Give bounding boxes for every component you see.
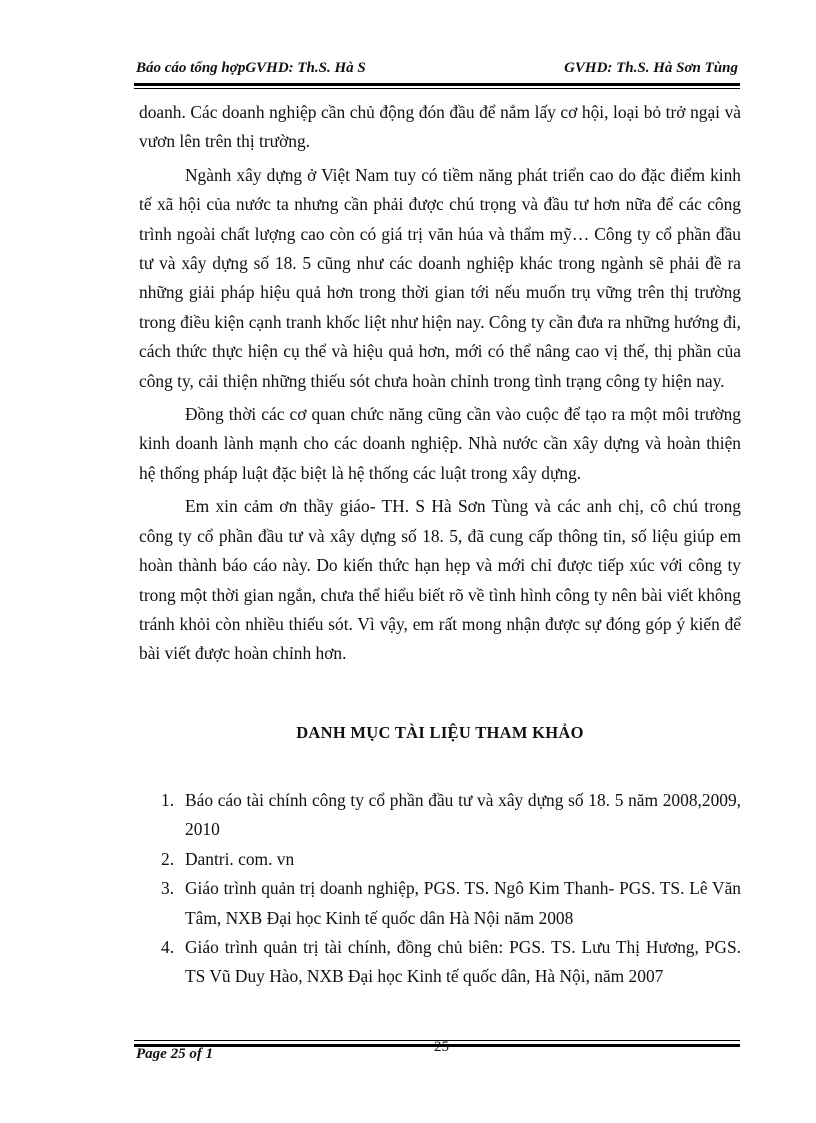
reference-number: 4. (161, 937, 175, 958)
reference-item (139, 845, 741, 874)
reference-item (139, 933, 741, 992)
reference-text: Giáo trình quản trị tài chính, đồng chủ biên: PGS. TS. Lưu Thị Hương, PGS. TS Vũ Duy Hào, NXB Đại học Kinh tế quốc dân, Hà Nội, năm 2007 (185, 937, 741, 987)
paragraph: Ngành xây dựng ở Việt Nam tuy có tiềm năng phát triển cao do đặc điểm kinh tế xã hội của nước ta nhưng cần phải được chú trọng và đầu tư hơn nữa để các công trình ngoài chất lượng cao còn có giá trị văn húa và thẩm mỹ… Công ty cổ phần đầu tư và xây dựng số 18. 5 cũng như các doanh nghiệp khác trong ngành sẽ phải đề ra những giải pháp hiệu quả hơn trong thời gian tới nếu muốn trụ vững trên thị trường trong điều kiện cạnh tranh khốc liệt như hiện nay. Công ty cần đưa ra những hướng đi, cách thức thực hiện cụ thể và hiệu quả hơn, mới có thể nâng cao vị thế, thị phần của công ty, cải thiện những thiếu sót chưa hoàn chỉnh trong tình trạng công ty hiện nay. (139, 164, 741, 391)
header-left-text: Báo cáo tổng hợpGVHD: Th.S. Hà S (136, 60, 366, 76)
header-rule-thin (134, 88, 740, 89)
reference-number: 3. (161, 878, 175, 899)
header-rule-thick (134, 83, 740, 86)
body-text (139, 98, 741, 673)
paragraph: Đồng thời các cơ quan chức năng cũng cần vào cuộc để tạo ra một môi trường kinh doanh lành mạnh cho các doanh nghiệp. Nhà nước cần xây dựng và hoàn thiện hệ thống pháp luật đặc biệt là hệ thống các luật trong xây dựng. (139, 404, 741, 483)
paragraph: Em xin cảm ơn thầy giáo- TH. S Hà Sơn Tùng và các anh chị, cô chú trong công ty cổ phần đầu tư và xây dựng số 18. 5, đã cung cấp thông tin, số liệu giúp em hoàn thành báo cáo này. Do kiến thức hạn hẹp và mới chỉ được tiếp xúc với công ty trong một thời gian ngắn, chưa thể hiểu biết rõ về tình hình công ty nên bài viết không tránh khỏi còn nhiều thiếu sót. Vì vậy, em rất mong nhận được sự đóng góp ý kiến để bài viết được hoàn chỉnh hơn. (139, 496, 741, 664)
reference-number: 2. (161, 848, 175, 869)
paragraph: doanh. Các doanh nghiệp cần chủ động đón đầu để nắm lấy cơ hội, loại bỏ trở ngại và vươn lên trên thị trường. (139, 102, 741, 152)
reference-text: Giáo trình quản trị doanh nghiệp, PGS. TS. Ngô Kim Thanh- PGS. TS. Lê Văn Tâm, NXB Đại học Kinh tế quốc dân Hà Nội năm 2008 (185, 878, 741, 928)
page-number: 25 (434, 1039, 449, 1055)
reference-item (139, 786, 741, 845)
references-title: DANH MỤC TÀI LIỆU THAM KHẢO (296, 723, 584, 742)
footer-page-label: Page 25 of 1 (136, 1046, 214, 1062)
reference-text: Dantri. com. vn (185, 848, 295, 869)
reference-number: 1. (161, 790, 175, 810)
references-list (139, 786, 741, 992)
header-right-text: GVHD: Th.S. Hà Sơn Tùng (564, 60, 738, 76)
page-header (134, 60, 740, 80)
reference-text: Báo cáo tài chính công ty cổ phần đầu tư và xây dựng số 18. 5 năm 2008,2009, 2010 (185, 790, 741, 840)
reference-item (139, 874, 741, 933)
